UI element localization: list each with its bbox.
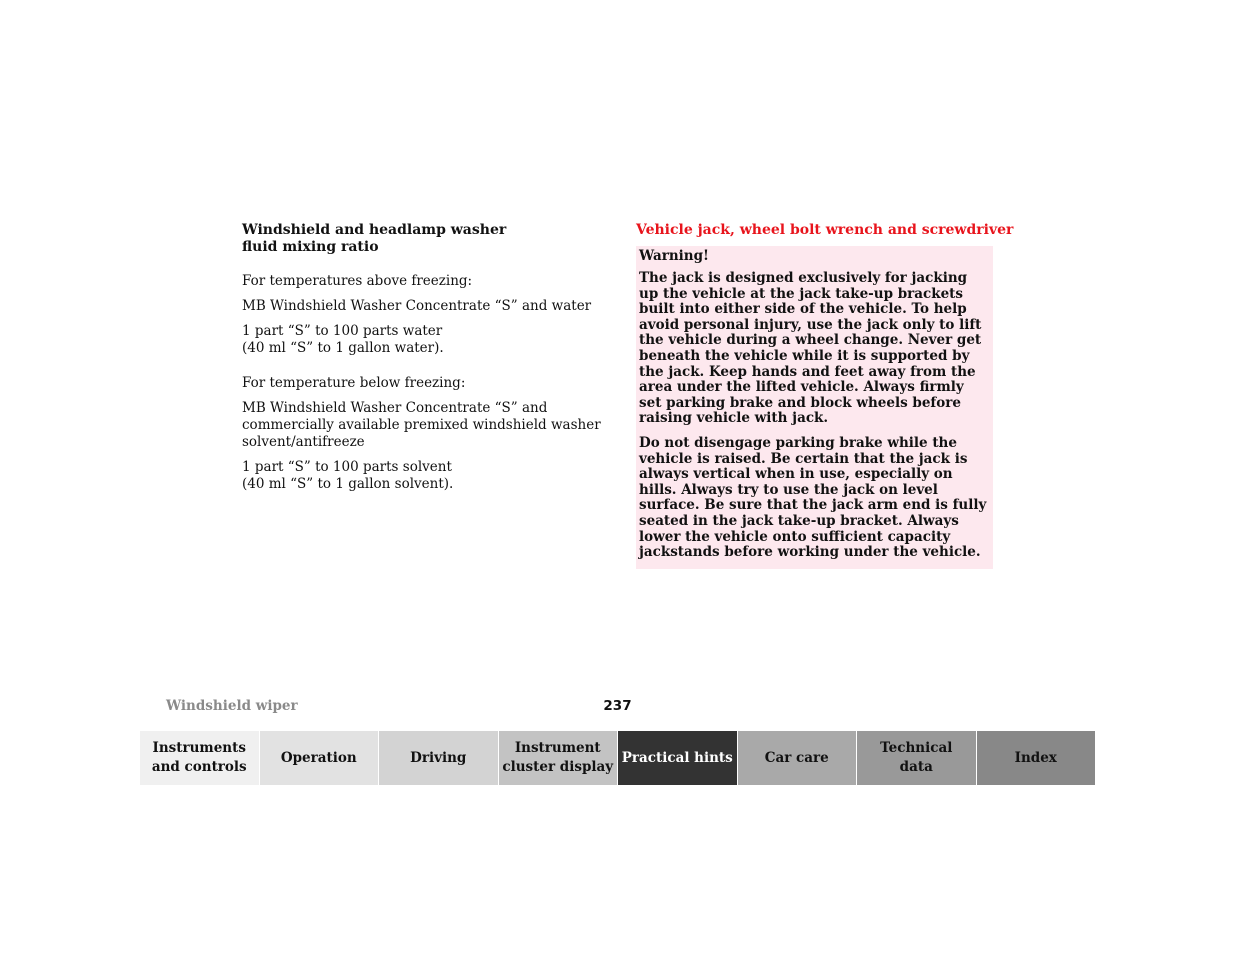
page-number: 237: [603, 698, 632, 714]
warning-title: Warning!: [639, 248, 709, 264]
tab-index[interactable]: Index: [977, 731, 1096, 785]
tab-operation[interactable]: Operation: [260, 731, 380, 785]
warning-paragraph-parking-brake: Do not disengage parking brake while the vehicle is raised. Be certain that the jack is always vertical when in use, especially on hills. Always try to use the jack on level surface. Be sure that the jack arm end is fully seated in the jack take-up bracket. Always lower the vehicle onto sufficient capacity jackstands before working under the vehicle.: [639, 434, 987, 561]
tab-car-care[interactable]: Car care: [738, 731, 858, 785]
jack-section-heading: Vehicle jack, wheel bolt wrench and screwdriver: [636, 222, 1014, 238]
footer-section-title: Windshield wiper: [166, 698, 298, 714]
tab-technical-data[interactable]: Technical data: [857, 731, 977, 785]
tab-instrument-cluster-display[interactable]: Instrument cluster display: [499, 731, 619, 785]
tab-driving[interactable]: Driving: [379, 731, 499, 785]
warning-paragraph-jack-use: The jack is designed exclusively for jacking up the vehicle at the jack take-up brackets built into either side of the vehicle. To help avoid personal injury, use the jack only to lift the vehicle during a wheel change. Never get beneath the vehicle while it is supported by the jack. Keep hands and feet away from the area under the lifted vehicle. Always firmly set parking brake and block wheels before raising vehicle with jack.: [639, 270, 982, 427]
paragraph-ratio-solvent: 1 part “S” to 100 parts solvent (40 ml “S” to 1 gallon solvent).: [242, 459, 454, 492]
mixing-ratio-heading: Windshield and headlamp washer fluid mixing ratio: [242, 222, 507, 255]
chapter-tab-bar: [140, 731, 1095, 785]
paragraph-ratio-water: 1 part “S” to 100 parts water (40 ml “S” to 1 gallon water).: [242, 323, 444, 356]
warning-box: [636, 246, 993, 569]
paragraph-above-freezing: For temperatures above freezing:: [242, 273, 473, 289]
paragraph-concentrate-solvent: MB Windshield Washer Concentrate “S” and commercially available premixed windshield washer solvent/antifreeze: [242, 400, 601, 450]
tab-practical-hints[interactable]: Practical hints: [618, 731, 738, 785]
tab-instruments-and-controls[interactable]: Instruments and controls: [140, 731, 260, 785]
left-column: [242, 222, 602, 501]
paragraph-concentrate-water: MB Windshield Washer Concentrate “S” and water: [242, 298, 592, 314]
paragraph-below-freezing: For temperature below freezing:: [242, 375, 466, 391]
right-column: [636, 222, 1014, 569]
